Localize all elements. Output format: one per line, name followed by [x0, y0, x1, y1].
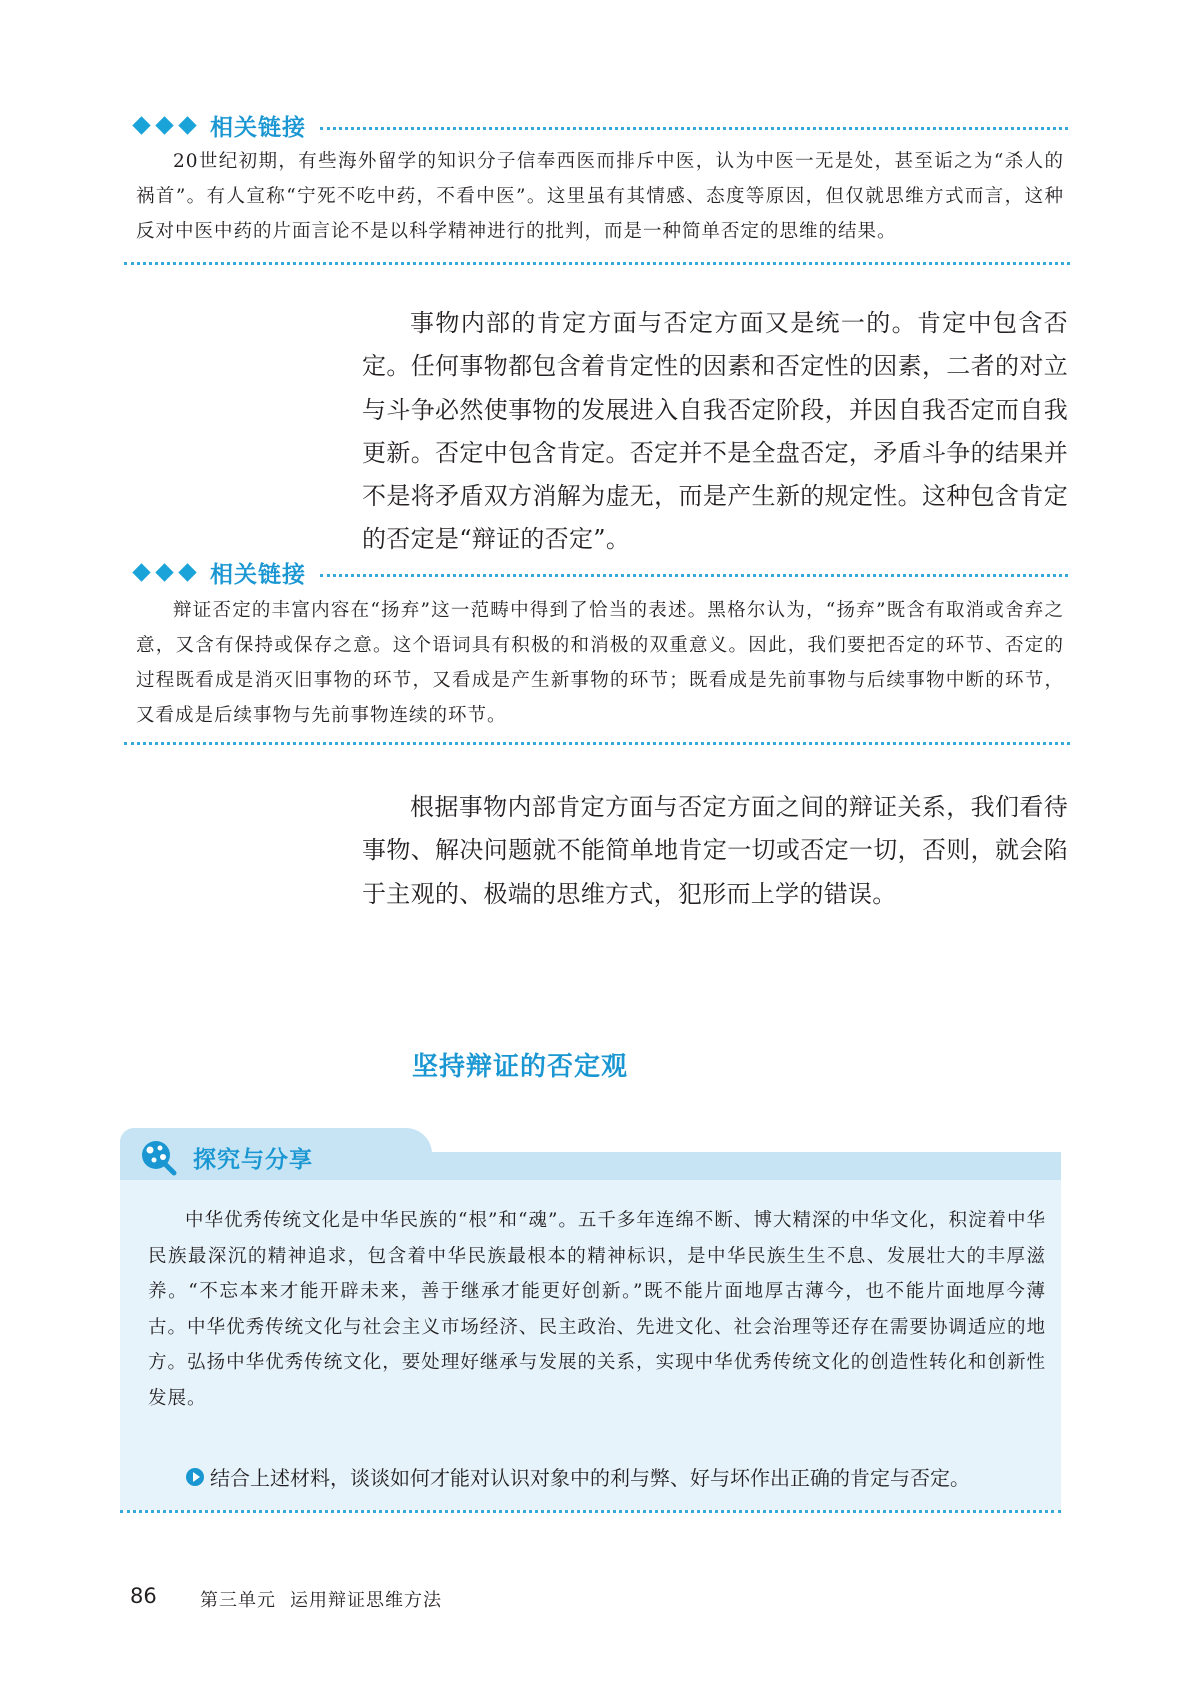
play-arrow-icon: [186, 1468, 204, 1486]
dotted-divider: [320, 574, 1068, 577]
dotted-rule-3: [120, 1510, 1061, 1513]
main-paragraph-2-text: 根据事物内部肯定方面与否定方面之间的辩证关系，我们看待事物、解决问题就不能简单地肯定一切或否定一切，否则，就会陷于主观的、极端的思维方式，犯形而上学的错误。: [362, 793, 1068, 908]
main-paragraph-2: [362, 786, 1068, 916]
page-number: 86: [130, 1584, 157, 1608]
link-header-1: [133, 110, 1068, 140]
dotted-divider: [320, 127, 1068, 130]
link-title-2: 相关链接: [210, 561, 306, 588]
unit-title: 运用辩证思维方法: [290, 1590, 442, 1611]
running-footer: [200, 1586, 442, 1612]
explore-text: [148, 1203, 1046, 1416]
explore-title: 探究与分享: [193, 1147, 313, 1173]
discussion-question: [186, 1462, 970, 1491]
diamond-icons: [133, 566, 196, 579]
main-paragraph-1: [362, 302, 1068, 562]
link-paragraph-1: 20世纪初期，有些海外留学的知识分子信奉西医而排斥中医，认为中医一无是处，甚至诟之为“杀人的祸首”。有人宣称“宁死不吃中药，不看中医”。这里虽有其情感、态度等原因，但仅就思维方式而言，这种反对中医中药的片面言论不是以科学精神进行的批判，而是一种简单否定的思维的结果。: [136, 151, 1064, 242]
link-text-2: [136, 593, 1064, 733]
unit-label: 第三单元: [200, 1590, 276, 1611]
link-title-1: 相关链接: [210, 114, 306, 141]
link-header-2: [133, 557, 1068, 587]
section-title: 坚持辩证的否定观: [412, 1052, 629, 1082]
diamond-icons: [133, 119, 196, 132]
question-text: 结合上述材料，谈谈如何才能对认识对象中的利与弊、好与坏作出正确的肯定与否定。: [210, 1466, 970, 1490]
dotted-rule-2: [124, 742, 1070, 745]
magnifier-icon: [138, 1137, 178, 1177]
dotted-rule-1: [124, 262, 1070, 265]
main-paragraph-1-text: 事物内部的肯定方面与否定方面又是统一的。肯定中包含否定。任何事物都包含着肯定性的因素和否定性的因素，二者的对立与斗争必然使事物的发展进入自我否定阶段，并因自我否定而自我更新。否定中包含肯定。否定并不是全盘否定，矛盾斗争的结果并不是将矛盾双方消解为虚无，而是产生新的规定性。这种包含肯定的否定是“辩证的否定”。: [362, 309, 1068, 554]
explore-paragraph: 中华优秀传统文化是中华民族的“根”和“魂”。五千多年连绵不断、博大精深的中华文化，积淀着中华民族最深沉的精神追求，包含着中华民族最根本的精神标识，是中华民族生生不息、发展壮大的丰厚滋养。“不忘本来才能开辟未来，善于继承才能更好创新。”既不能片面地厚古薄今，也不能片面地厚今薄古。中华优秀传统文化与社会主义市场经济、民主政治、先进文化、社会治理等还存在需要协调适应的地方。弘扬中华优秀传统文化，要处理好继承与发展的关系，实现中华优秀传统文化的创造性转化和创新性发展。: [148, 1210, 1046, 1409]
link-text-1: [136, 144, 1064, 249]
link-paragraph-2: 辩证否定的丰富内容在“扬弃”这一范畴中得到了恰当的表述。黑格尔认为，“扬弃”既含有取消或舍弃之意，又含有保持或保存之意。这个语词具有积极的和消极的双重意义。因此，我们要把否定的环节、否定的过程既看成是消灭旧事物的环节，又看成是产生新事物的环节；既看成是先前事物与后续事物中断的环节，又看成是后续事物与先前事物连续的环节。: [136, 600, 1064, 726]
